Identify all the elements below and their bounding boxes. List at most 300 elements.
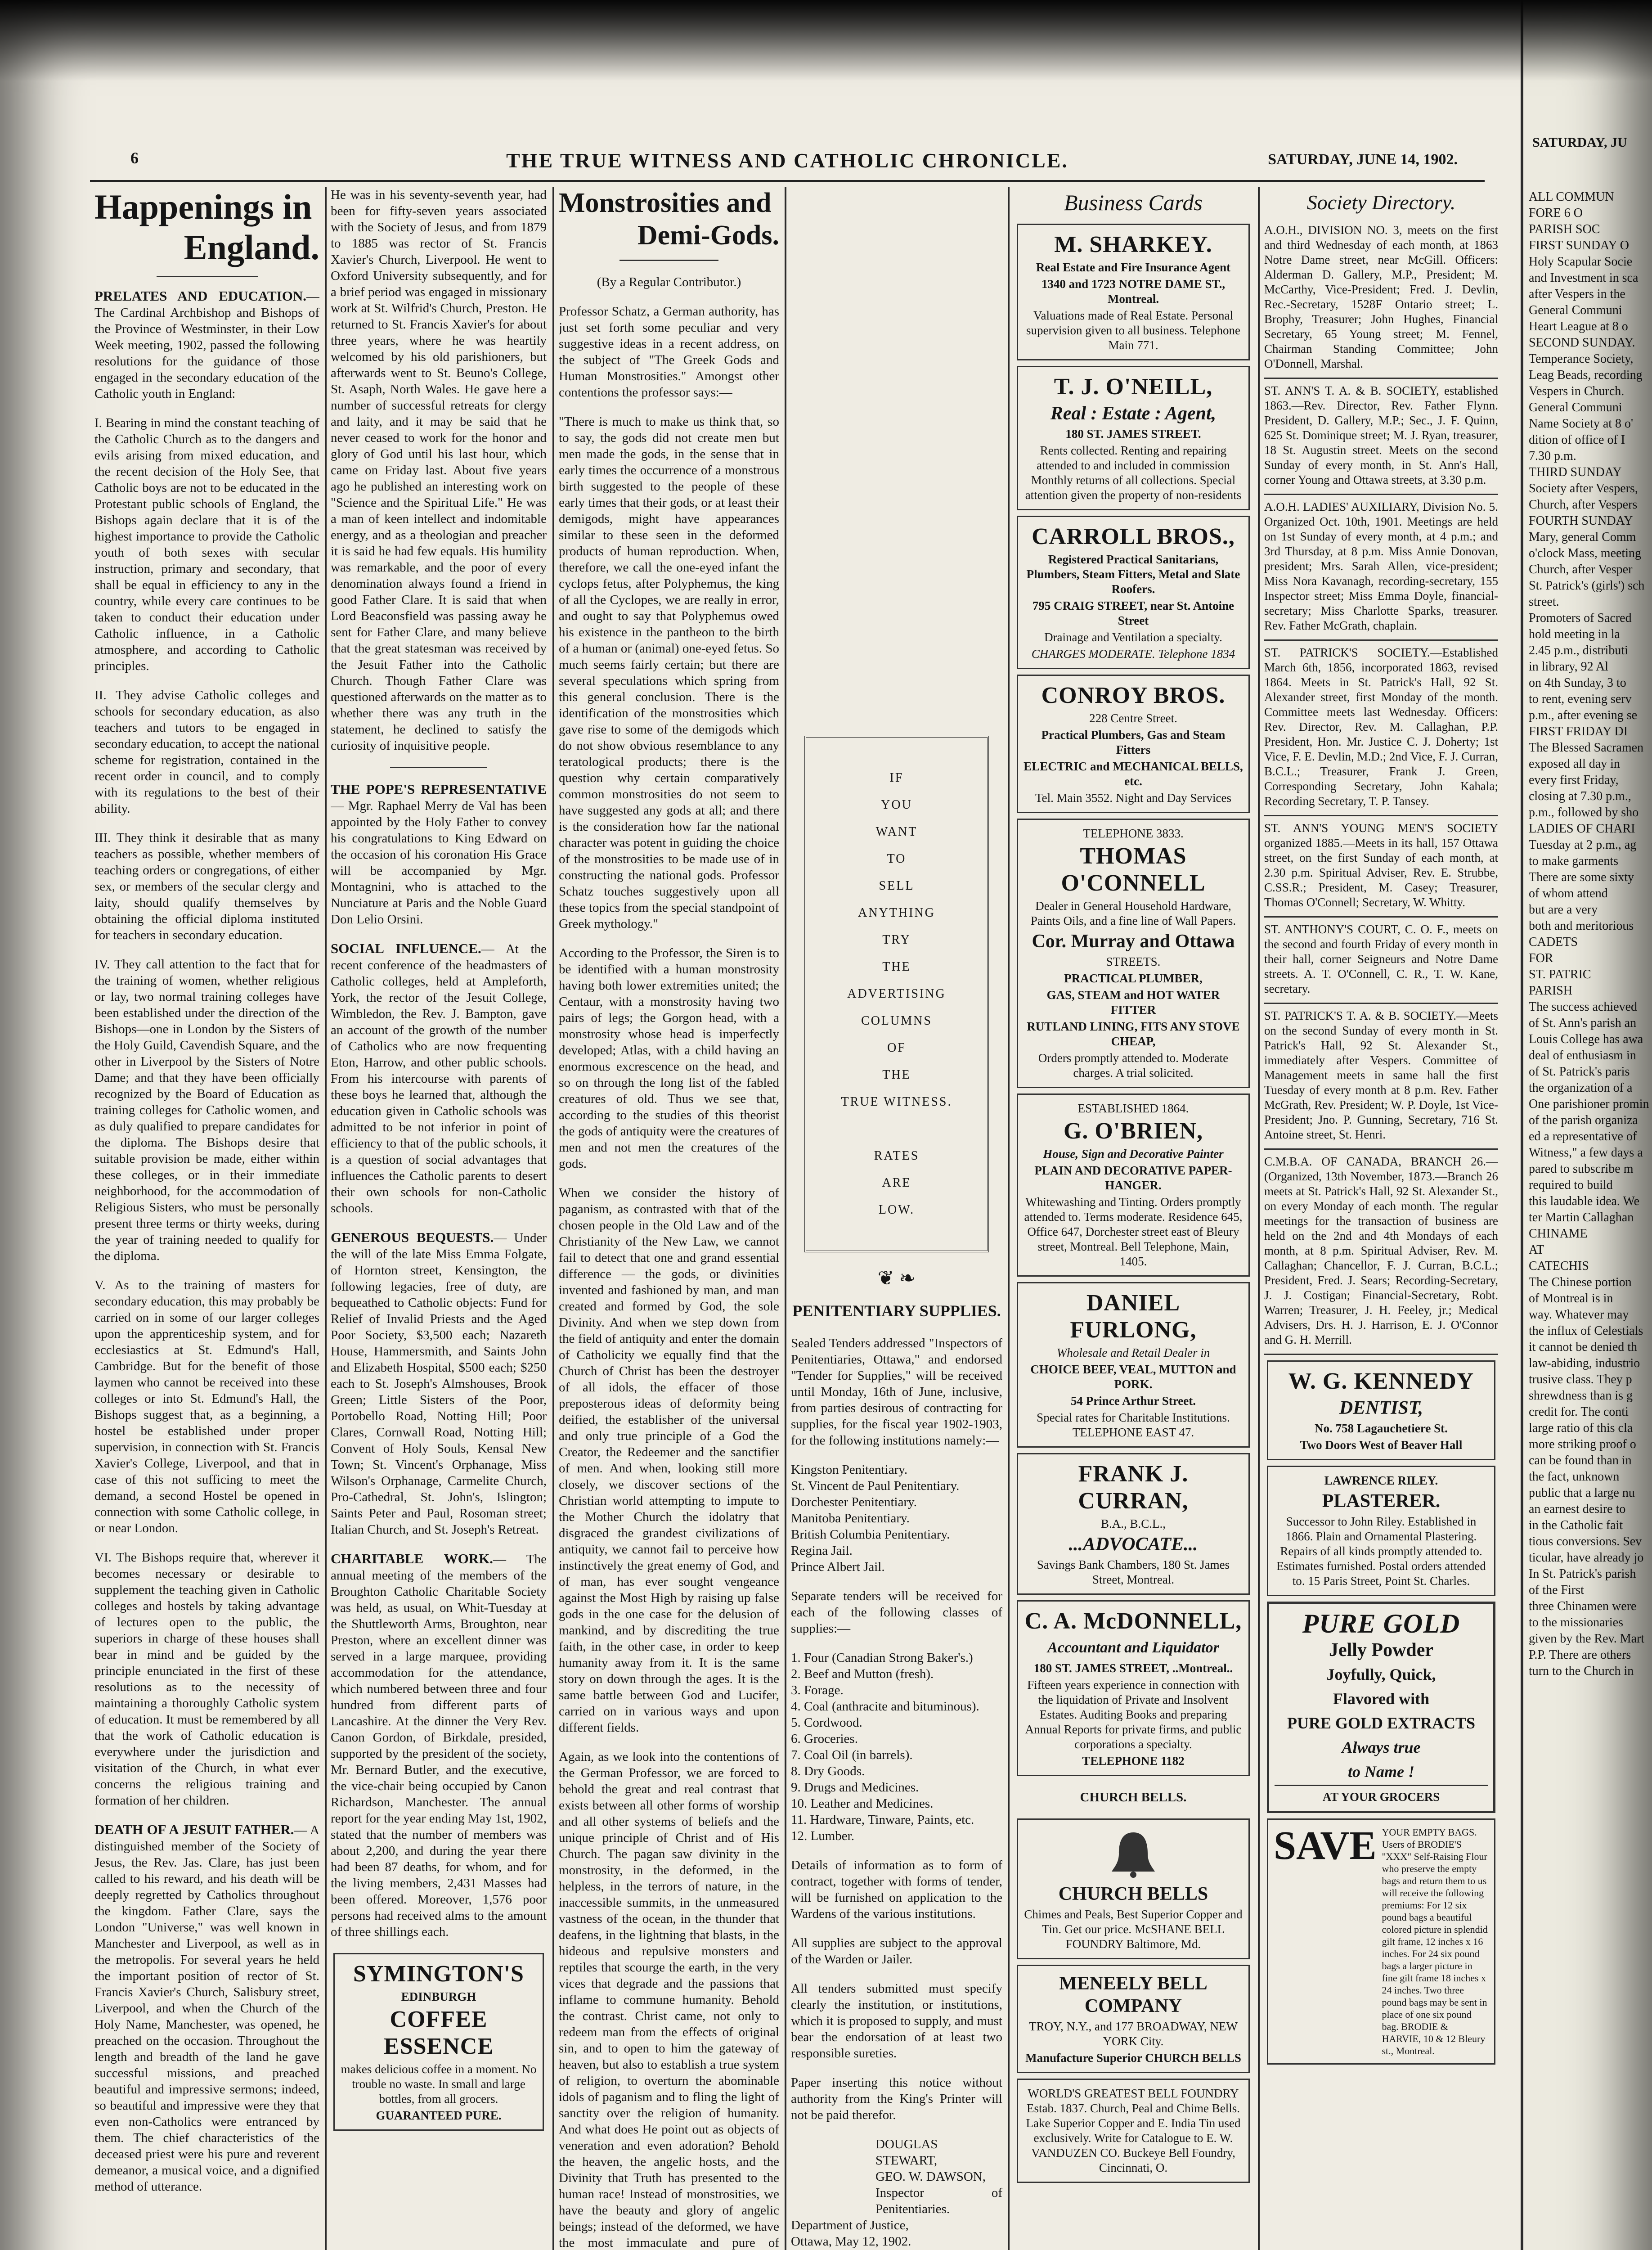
promo-line: YOU bbox=[881, 798, 912, 812]
adjacent-page-line: THIRD SUNDAY bbox=[1529, 465, 1622, 479]
card-oconnell-extra: RUTLAND LINING, FITS ANY STOVE CHEAP, bbox=[1027, 1020, 1240, 1048]
adjacent-page-line: this laudable idea. We bbox=[1529, 1194, 1640, 1208]
card-mcdonnell-line: Accountant and Liquidator bbox=[1047, 1639, 1219, 1656]
signature-title: Inspector of Penitentiaries. bbox=[875, 2186, 1002, 2216]
card-sharkey-line: Real Estate and Fire Insurance Agent bbox=[1036, 261, 1231, 274]
adjacent-page-line: Temperance Society, bbox=[1529, 352, 1634, 366]
promo-line: TRUE WITNESS. bbox=[841, 1095, 952, 1109]
adjacent-page-line: FIRST SUNDAY O bbox=[1529, 238, 1630, 252]
resolution-3: III. They think it desirable that as many teachers as possible, whether members of teaching orders or congregations, of either sex, or members of the secular clergy and laity, should qualify themselves by obtaining the official diploma instituted for teachers in secondary education. bbox=[94, 831, 319, 942]
card-furlong-goods: CHOICE BEEF, VEAL, MUTTON and PORK. bbox=[1030, 1363, 1236, 1391]
card-mcdonnell-text: Fifteen years experience in connection with the liquidation of Private and Insolvent Estates. Auditing Books and preparing Annual Reports for private firms, and public corporations a specialty. bbox=[1025, 1678, 1242, 1751]
adjacent-page-line: but are a very bbox=[1529, 903, 1598, 917]
card-kennedy-addr: No. 758 Lagauchetiere St. bbox=[1315, 1422, 1448, 1435]
card-furlong-line: Wholesale and Retail Dealer in bbox=[1056, 1346, 1210, 1359]
section-church-bells: CHURCH BELLS. bbox=[1080, 1790, 1187, 1804]
column-rule bbox=[785, 187, 786, 2250]
para-schatz-intro: Professor Schatz, a German authority, has just set forth some peculiar and very suggestive ideas in a recent address, on the subject of "The Greek Gods and Human Monstrosities." Amongst other contentions the professor says:— bbox=[559, 304, 779, 400]
supply-item: 1. Four (Canadian Strong Baker's.) bbox=[791, 1651, 973, 1665]
promo-line: ANYTHING bbox=[858, 906, 935, 920]
adjacent-page-line: 7.30 p.m. bbox=[1529, 449, 1576, 463]
ad-symingtons-text: makes delicious coffee in a moment. No trouble no waste. In small and large bottles, from all grocers. bbox=[341, 2062, 537, 2106]
card-meneely-name: MENEELY BELL COMPANY bbox=[1059, 1973, 1208, 2016]
adjacent-page-line: to the missionaries bbox=[1529, 1616, 1623, 1629]
column-monstrosities bbox=[559, 187, 779, 2250]
card-riley-name: LAWRENCE RILEY. bbox=[1324, 1474, 1438, 1487]
society-entry: ST. ANN'S YOUNG MEN'S SOCIETY organized 1885.—Meets in its hall, 157 Ottawa street, on the first Sunday of each month, at 2.30 p.m. Spiritual Adviser, Rev. E. Strubbe, C.SS.R.; President, M. Casey; Treasurer, Thomas O'Connell; Secretary, W. Whitty. bbox=[1264, 816, 1498, 918]
penitentiary-item: Prince Albert Jail. bbox=[791, 1560, 885, 1574]
society-entry: A.O.H. LADIES' AUXILIARY, Division No. 5. Organized Oct. 10th, 1901. Meetings are held on 1st Sunday of every month, at 4 p.m.; and 3rd Thursday, at 8 p.m. Miss Annie Donovan, president; Mrs. Sarah Allen, vice-president; Miss Nora Kavanagh, recording-secretary, 155 Inspector street; Miss Emma Doyle, financial-secretary; Miss Charlotte Sparks, treasurer. Rev. Father McGrath, chaplain. bbox=[1264, 495, 1498, 641]
supply-item: 2. Beef and Mutton (fresh). bbox=[791, 1667, 934, 1681]
adjacent-page-line: The Blessed Sacramen bbox=[1529, 741, 1644, 755]
adjacent-page-line: turn to the Church in bbox=[1529, 1664, 1634, 1678]
adjacent-page-line: Witness," a few days a bbox=[1529, 1146, 1643, 1160]
issue-date: SATURDAY, JUNE 14, 1902. bbox=[1268, 151, 1458, 168]
adjacent-page-line: There are some sixty bbox=[1529, 870, 1634, 884]
para-penitentiary-2: Separate tenders will be received for each of the following classes of supplies:— bbox=[791, 1589, 1002, 1636]
card-conroy bbox=[1017, 675, 1250, 813]
supply-item: 3. Forage. bbox=[791, 1683, 844, 1697]
adjacent-page-line: CHINAME bbox=[1529, 1227, 1588, 1241]
column-rule bbox=[1258, 187, 1260, 2250]
card-sharkey-addr: 1340 and 1723 NOTRE DAME ST., Montreal. bbox=[1041, 277, 1226, 306]
column-rule bbox=[325, 187, 327, 2250]
card-oneill-line: Real : Estate : Agent, bbox=[1050, 403, 1217, 424]
ad-symingtons-title: SYMINGTON'S bbox=[353, 1961, 524, 1987]
society-entry: ST. PATRICK'S SOCIETY.—Established March 6th, 1856, incorporated 1863, revised 1864. Meets in St. Patrick's Hall, 92 St. Alexander street, first Monday of the month. Committee meets last Wednesday. Officers: Rev. Director, Rev. M. Callaghan, P.P. President, Hon. Mr. Justice C. J. Doherty; 1st Vice, F. E. Devlin, M.D.; 2nd Vice, F. J. Curran, B.C.L.; Treasurer, Frank J. Green, Corresponding Secretary, John Kahala; Recording Secretary, T. P. Tansey. bbox=[1264, 641, 1498, 816]
card-obrien-line: House, Sign and Decorative Painter bbox=[1043, 1147, 1224, 1161]
card-curran-name: FRANK J. CURRAN, bbox=[1078, 1461, 1189, 1514]
adjacent-page-line: and Investment in sca bbox=[1529, 271, 1639, 285]
promo-line: TRY bbox=[882, 933, 911, 947]
promo-rates bbox=[815, 1143, 978, 1224]
signature-block bbox=[791, 2136, 1002, 2217]
ad-save-text: YOUR EMPTY BAGS. Users of BRODIE'S "XXX" Self-Raising Flour who preserve the empty bags and return them to us will receive the following premiums: For 12 six pound bags a beautiful colored picture in splendid gilt frame, 12 inches x 16 inches. For 24 six pound bags a larger picture in fine gilt frame 18 inches x 24 inches. Two three pound bags may be sent in place of one six pound bag. BRODIE & HARVIE, 10 & 12 Bleury st., Montreal. bbox=[1382, 1827, 1488, 2056]
para-clare-cont: He was in his seventy-seventh year, had been for fifty-seven years associated with the Society of Jesus, and from 1879 to 1885 was rector of St. Francis Xavier's Church, Liverpool. He went to Oxford University subsequently, and for a brief period was engaged in missionary work at St. Wilfrid's Church, Preston. He returned to St. Francis Xavier's for about three years, where he was heartily welcomed by his old parishioners, but afterwards went to St. Beuno's College, St. Asaph, North Wales. He gave here a number of successful retreats for clergy and laity, and it may be said that he never ceased to work for the honor and glory of God until his last hour, which came on Friday last. About five years ago he published an interesting work on "Science and the Spiritual Life." He was a man of keen intellect and indomitable energy, and as a theologian and preacher it is said he had few equals. His humility was remarkable, and the poor of every denomination always found a friend in good Father Clare. It is said that when Lord Beaconsfield was passing away he sent for Father Clare, and many believe that the great statesman was received by the Jesuit Father into the Catholic Church. Though Father Clare was questioned afterwards on the matter as to whether there was any truth in the statement, he declined to satisfy the curiosity of inquisitive people. bbox=[331, 188, 547, 753]
promo-line: COLUMNS bbox=[861, 1014, 932, 1028]
article-continuation-space bbox=[791, 187, 1002, 718]
card-bells-title: CHURCH BELLS bbox=[1058, 1884, 1208, 1904]
adjacent-page-line: PARISH SOC bbox=[1529, 222, 1600, 236]
adjacent-page-line: the influx of Celestials bbox=[1529, 1324, 1643, 1338]
adjacent-page-line: way. Whatever may bbox=[1529, 1308, 1629, 1322]
card-oconnell-tel: TELEPHONE 3833. bbox=[1083, 827, 1184, 840]
adjacent-page-line: law-abiding, industrio bbox=[1529, 1356, 1640, 1370]
adjacent-page-line: FOR bbox=[1529, 951, 1553, 965]
card-carroll-text: Drainage and Ventilation a specialty. bbox=[1044, 630, 1222, 644]
ad-symingtons-place: EDINBURGH bbox=[401, 1990, 476, 2003]
ad-gold-title: PURE GOLD bbox=[1302, 1609, 1460, 1638]
column-happenings bbox=[94, 187, 319, 2250]
headline-penitentiary: PENITENTIARY SUPPLIES. bbox=[792, 1302, 1001, 1320]
supply-item: 10. Leather and Medicines. bbox=[791, 1796, 934, 1811]
adjacent-page-line: ST. PATRIC bbox=[1529, 968, 1591, 981]
ad-gold-line3: PURE GOLD EXTRACTS bbox=[1287, 1714, 1476, 1732]
card-oconnell-streets: STREETS. bbox=[1106, 955, 1161, 968]
adjacent-page-line: every first Friday, bbox=[1529, 773, 1619, 787]
adjacent-page-line: Tuesday at 2 p.m., ag bbox=[1529, 838, 1637, 852]
adjacent-page-line: more striking proof o bbox=[1529, 1437, 1636, 1451]
ad-brodie-save bbox=[1267, 1818, 1495, 2065]
ad-gold-footer: AT YOUR GROCERS bbox=[1275, 1785, 1488, 1804]
adjacent-page-line: p.m., after evening se bbox=[1529, 708, 1638, 722]
card-vanduzen bbox=[1017, 2079, 1250, 2183]
adjacent-page-line: given by the Rev. Mart bbox=[1529, 1632, 1645, 1646]
penitentiary-item: Dorchester Penitentiary. bbox=[791, 1495, 917, 1509]
card-sharkey-name: M. SHARKEY. bbox=[1054, 232, 1212, 257]
adjacent-page-line: tious conversions. Sev bbox=[1529, 1534, 1642, 1548]
bell-icon bbox=[1106, 1829, 1160, 1878]
subhead-jesuit: DEATH OF A JESUIT FATHER. bbox=[94, 1822, 294, 1837]
adjacent-page-line: in library, 92 Al bbox=[1529, 660, 1609, 674]
adjacent-page-line: closing at 7.30 p.m., bbox=[1529, 789, 1631, 803]
adjacent-page-line: FIRST FRIDAY DI bbox=[1529, 724, 1628, 738]
card-oneill-addr: 180 ST. JAMES STREET. bbox=[1065, 427, 1201, 441]
adjacent-page-line: Mary, general Comm bbox=[1529, 530, 1636, 544]
card-kennedy-line: DENTIST, bbox=[1339, 1398, 1423, 1418]
adjacent-page-line: an earnest desire to bbox=[1529, 1502, 1626, 1516]
headline-divider bbox=[157, 276, 258, 277]
supply-item: 6. Groceries. bbox=[791, 1732, 858, 1746]
supply-item: 12. Lumber. bbox=[791, 1829, 854, 1843]
ad-gold-line5: to Name ! bbox=[1348, 1763, 1414, 1781]
card-oconnell bbox=[1017, 819, 1250, 1088]
resolution-5: V. As to the training of masters for secondary education, this may probably be carried on in some of our larger colleges upon the apprenticeship system, and for ecclesiastics at St. Edmund's Hall, Cambridge. But for the benefit of those laymen who cannot be received into these colleges or into St. Edmund's Hall, the Bishops suggest that, as a beginning, a hostel be established under proper supervision, in connection with St. Francis Xavier's College, Liverpool, and that in case of this not sufficing to meet the demand, a second Hostel be opened in connection with some Catholic college, in or near London. bbox=[94, 1278, 319, 1535]
adjacent-page-line: Leag Beads, recording bbox=[1529, 368, 1643, 382]
card-mcdonnell-name: C. A. McDONNELL, bbox=[1024, 1608, 1242, 1634]
adjacent-page-line: it cannot be denied th bbox=[1529, 1340, 1638, 1354]
adjacent-page-line: One parishioner promin bbox=[1529, 1097, 1649, 1111]
adjacent-page-line: SECOND SUNDAY. bbox=[1529, 336, 1635, 350]
penitentiary-list bbox=[791, 1462, 1002, 1575]
promo-line: SELL bbox=[879, 879, 915, 893]
card-carroll bbox=[1017, 516, 1250, 669]
adjacent-page-line: p.m., followed by sho bbox=[1529, 806, 1639, 819]
card-conroy-addr: 228 Centre Street. bbox=[1089, 711, 1177, 725]
adjacent-page-line: of St. Ann's parish an bbox=[1529, 1016, 1637, 1030]
para-penitentiary-4: All supplies are subject to the approval of the Warden or Jailer. bbox=[791, 1936, 1002, 1966]
card-obrien-sub: PLAIN AND DECORATIVE PAPER-HANGER. bbox=[1034, 1164, 1232, 1192]
para-penitentiary-3: Details of information as to form of contract, together with forms of tender, will be furnished on application to the Wardens of the various institutions. bbox=[791, 1858, 1002, 1921]
adjacent-page-line: ed a representative of bbox=[1529, 1130, 1637, 1143]
department: Department of Justice, bbox=[791, 2218, 909, 2232]
adjacent-page-line: ter Martin Callaghan bbox=[1529, 1210, 1634, 1224]
ad-pure-gold bbox=[1267, 1602, 1495, 1813]
card-conroy-name: CONROY BROS. bbox=[1041, 683, 1226, 708]
headline-happenings-line1: Happenings in bbox=[94, 187, 312, 226]
adjacent-page-line: on 4th Sunday, 3 to bbox=[1529, 676, 1626, 690]
penitentiary-item: Kingston Penitentiary. bbox=[791, 1462, 908, 1477]
para-penitentiary-5: All tenders submitted must specify clearly the institution, or institutions, which it is proposed to supply, and must bear the endorsation of at least two responsible sureties. bbox=[791, 1981, 1002, 2061]
society-entry: ST. ANN'S T. A. & B. SOCIETY, established 1863.—Rev. Director, Rev. Father Flynn. President, D. Gallery, M.P.; Sec., J. F. Quinn, 625 St. Dominique street; M. J. Ryan, treasurer, 18 St. Augustin street. Meets on the second Sunday of every month, in St. Ann's Hall, corner Young and Ottawa streets, at 3.30 p.m. bbox=[1264, 379, 1498, 495]
adjacent-page-line: hold meeting in la bbox=[1529, 627, 1620, 641]
card-oconnell-plumber: PRACTICAL PLUMBER, bbox=[1064, 972, 1203, 985]
card-oconnell-text: Dealer in General Household Hardware, Paints Oils, and a fine line of Wall Papers. bbox=[1030, 899, 1236, 927]
adjacent-page-line: the fact, unknown bbox=[1529, 1470, 1620, 1484]
card-obrien-text: Whitewashing and Tinting. Orders promptly attended to. Terms moderate. Residence 645, Office 647, Dorchester street east of Bleury street, Montreal. Bell Telephone, Main, 1405. bbox=[1024, 1195, 1243, 1268]
subhead-popes-rep: THE POPE'S REPRESENTATIVE bbox=[331, 781, 547, 797]
adjacent-page-line: deal of enthusiasm in bbox=[1529, 1048, 1636, 1062]
adjacent-page-line: In St. Patrick's parish bbox=[1529, 1567, 1636, 1581]
para-contrast: Again, as we look into the contentions of the German Professor, we are forced to behold the great and real contrast that exists between all other forms of worship and all other systems of beliefs and the unique principle of Christ and of His Church. The pagan saw divinity in the monstrosity, in the deformed, in the helpless, in the terrors of nature, in the inaccessible summits, in the unmeasured vastness of the ocean, in the thunder that deafens, in the lightning that blasts, in the hideous and repulsive monsters and reptiles that scourge the earth, in the very vices that degrade and the passions that inflame to commune humanity. Behold the contrast. Christ came, not only to redeem man from the effects of original sin, and to open to him the gateway of heaven, but also to establish a true system of religion, to overturn the abominable idols of paganism and to fling the light of sanctity over the religion of humanity. And what does He point out as objects of veneration and even adoration? Behold the heaven, the angelic hosts, and the Divinity that Truth has presented to the human race! Instead of monstrosities, we have the beauty and glory of angelic beings; instead of the deformed, we have the most immaculate and pure of bbox=[559, 1750, 779, 2250]
adjacent-page-line: Church, after Vesper bbox=[1529, 562, 1633, 576]
card-sharkey-text: Valuations made of Real Estate. Personal supervision given to all business. Telephone Main 771. bbox=[1026, 309, 1241, 352]
card-riley bbox=[1267, 1466, 1495, 1596]
supply-item: 11. Hardware, Tinware, Paints, etc. bbox=[791, 1813, 974, 1827]
adjacent-page-line: CATECHIS bbox=[1529, 1259, 1589, 1273]
adjacent-page-line: Holy Scapular Socie bbox=[1529, 255, 1633, 269]
supply-item: 8. Dry Goods. bbox=[791, 1764, 865, 1778]
adjacent-page-line: Vespers in Church. bbox=[1529, 384, 1625, 398]
penitentiary-item: St. Vincent de Paul Penitentiary. bbox=[791, 1479, 960, 1493]
promo-line: IF bbox=[889, 771, 904, 785]
adjacent-page-line: in the Catholic fait bbox=[1529, 1518, 1623, 1532]
ad-gold-line2: Flavored with bbox=[1333, 1690, 1430, 1708]
para-bequests: — Under the will of the late Miss Emma Folgate, of Hornton street, Kensington, the following legacies, free of duty, are bequeathed to Catholic objects: Fund for Relief of Invalid Priests and the Aged Poor Society, $3,500 each; Nazareth House, Hammersmith, and Saints John and Elizabeth Hospital, $500 each; $250 each to St. Joseph's Almshouses, Brook Green; Little Sisters of the Poor, Portobello Road, Notting Hill; Poor Clares, Cornwall Road, Notting Hill; Convent of Holy Souls, Kensal New Town; St. Vincent's Orphanage, Miss Wilson's Orphanage, Carmelite Church, Pro-Cathedral, St. John's, Islington; Saints Peter and Paul, Rosoman street; Italian Church, and St. Joseph's Retreat. bbox=[331, 1231, 547, 1537]
signature-stewart: DOUGLAS STEWART, bbox=[875, 2137, 938, 2168]
adjacent-page-line: to rent, evening serv bbox=[1529, 692, 1632, 706]
para-charitable: — The annual meeting of the members of the Broughton Catholic Charitable Society was held, as usual, on Whit-Tuesday at the Shuttleworth Arms, Broughton, near Preston, where an excellent dinner was served in a large marquee, providing accommodation for the attendance, which numbered between three and four hundred from different parts of Lancashire. At the dinner the Very Rev. Canon Gordon, of Birkdale, presided, supported by the president of the society, Mr. Bernard Butler, and the executive, the vice-chair being occupied by Canon Richardson, Manchester. The annual report for the year ending May 1st, 1902, stated that the number of members was about 2,200, and during the year there had been 87 deaths, for whom, and for the living members, 2,431 Masses had been offered. Moreover, 1,576 poor persons had received alms to the amount of three shillings each. bbox=[331, 1552, 547, 1939]
adjacent-page-line: PARISH bbox=[1529, 984, 1573, 998]
card-furlong-name: DANIEL FURLONG, bbox=[1070, 1290, 1197, 1343]
adjacent-page-line: General Communi bbox=[1529, 400, 1622, 414]
card-curran-degree: B.A., B.C.L., bbox=[1100, 1517, 1166, 1530]
scan-shadow-top bbox=[0, 0, 1652, 81]
adjacent-page-line: the organization of a bbox=[1529, 1081, 1633, 1095]
adjacent-page-line: FORE 6 O bbox=[1529, 206, 1583, 220]
adjacent-page-line: CADETS bbox=[1529, 935, 1578, 949]
card-mcdonnell bbox=[1017, 1600, 1250, 1776]
card-furlong-text: Special rates for Charitable Institutions. TELEPHONE EAST 47. bbox=[1037, 1411, 1230, 1439]
society-entry: C.M.B.A. OF CANADA, BRANCH 26.—(Organized, 13th November, 1873.—Branch 26 meets at St. Patrick's Hall, 92 St. Alexander St., on every Monday of each month. The regular meetings for the transaction of business are held on the 2nd and 4th Mondays of each month, at 8 p.m. Spiritual Adviser, Rev. M. Callaghan; Chancellor, F. J. Curran, B.C.L.; President, Fred. J. Sears; Recording-Secretary, J. J. Costigan; Financial-Secretary, Robt. Warren; Treasurer, J. H. Feeley, jr.; Medical Advisers, Drs. H. J. Harrison, E. J. O'Connor and G. H. Merrill. bbox=[1264, 1150, 1498, 1355]
card-obrien-est: ESTABLISHED 1864. bbox=[1077, 1102, 1189, 1115]
adjacent-page-line: General Communi bbox=[1529, 303, 1622, 317]
card-curran bbox=[1017, 1453, 1250, 1595]
adjacent-page-line: Promoters of Sacred bbox=[1529, 611, 1632, 625]
headline-divider bbox=[620, 260, 719, 261]
adjacent-page-line: Name Society at 8 o' bbox=[1529, 417, 1634, 431]
adjacent-page-line: o'clock Mass, meeting bbox=[1529, 546, 1641, 560]
card-curran-addr: Savings Bank Chambers, 180 St. James Street, Montreal. bbox=[1037, 1558, 1230, 1586]
signature-dawson: GEO. W. DAWSON, bbox=[875, 2169, 986, 2184]
penitentiary-item: British Columbia Penitentiary. bbox=[791, 1527, 950, 1542]
adjacent-page-line: of Montreal is in bbox=[1529, 1292, 1613, 1305]
card-kennedy-sub: Two Doors West of Beaver Hall bbox=[1300, 1438, 1463, 1452]
subhead-charitable: CHARITABLE WORK. bbox=[331, 1551, 493, 1566]
supplies-list bbox=[791, 1650, 1002, 1844]
resolution-6: VI. The Bishops require that, wherever it becomes necessary or desirable to supplement the teaching given in Catholic colleges and hostels by taking advantage of lectures open to the public, the superiors in charge of these houses shall bear in mind and be guided by the principle enunciated in the first of these resolutions as to the necessity of maintaining a thoroughly Catholic system of education. It must be remembered by all that the work of Catholic education is everywhere under the jurisdiction and visitation of the Church, in what ever concerns the religious training and formation of her children. bbox=[94, 1550, 319, 1808]
card-oconnell-name: THOMAS O'CONNELL bbox=[1061, 843, 1206, 896]
ad-gold-product: Jelly Powder bbox=[1329, 1640, 1434, 1660]
card-meneely-line: Manufacture Superior CHURCH BELLS bbox=[1025, 2051, 1241, 2065]
card-carroll-line: Registered Practical Sanitarians, Plumbers, Steam Fitters, Metal and Slate Roofers. bbox=[1026, 553, 1240, 596]
card-oneill-name: T. J. O'NEILL, bbox=[1054, 374, 1213, 400]
card-carroll-tel: CHARGES MODERATE. Telephone 1834 bbox=[1031, 647, 1235, 661]
card-sharkey bbox=[1017, 224, 1250, 360]
adjacent-page-line: LADIES OF CHARI bbox=[1529, 822, 1635, 836]
para-schatz-quote: "There is much to make us think that, so to say, the gods did not create men but men made the gods, in the sense that in early times the occurrence of a monstrous birth suggested to the people of these early times that their gods, or at least their demigods, might have appearances similar to these seen in the deformed products of human reproduction. When, therefore, we call the one-eyed infant the cyclops fetus, after Polyphemus, the king of all the Cyclopes, we are really in error, and ought to say that Polyphemus owed his existence in the pantheon to the birth of a human or (animal) one-eyed fetus. So much seems fairly certain; but there are several speculations which spring from this general conclusion. There is the identification of the monstrosities which gave rise to some of the demigods which do not show obvious resemblance to any teratological products; there is the question why certain comparatively common monstrosities do not seem to have suggested any gods at all; and there is the consideration how far the national character was potent in guiding the choice of the monstrosities to be made use of in constructing the national gods. Professor Schatz touches suggestively upon all these topics from the special standpoint of Greek mythology." bbox=[559, 414, 779, 931]
para-prelates: — The Cardinal Archbishop and Bishops of the Province of Westminster, in their Low Week meeting, 1902, passed the following resolutions for the guidance of those engaged in the secondary education of the Catholic youth in England: bbox=[94, 289, 319, 401]
adjacent-page-line: public that a large nu bbox=[1529, 1486, 1635, 1500]
adjacent-page-line: of the parish organiza bbox=[1529, 1113, 1638, 1127]
society-entry: ST. ANTHONY'S COURT, C. O. F., meets on the second and fourth Friday of every month in their hall, corner Seigneurs and Notre Dame streets. A. T. O'Connell, C. R., T. W. Kane, secretary. bbox=[1264, 918, 1498, 1004]
adjacent-page-line: pared to subscribe m bbox=[1529, 1162, 1634, 1176]
adjacent-page-line: trusive class. They p bbox=[1529, 1372, 1632, 1386]
card-conroy-line: Practical Plumbers, Gas and Steam Fitters bbox=[1041, 728, 1226, 756]
column-happenings-cont bbox=[331, 187, 547, 2250]
para-jesuit: — A distinguished member of the Society of Jesus, the Rev. Jas. Clare, has just been called to his reward, and his death will be deeply regretted by Catholics throughout the kingdom. Father Clare, says the London "Universe," was well known in Manchester and Liverpool, as well as in the metropolis. For several years he held the important position of rector of St. Francis Xavier's Church, Salisbury street, Liverpool, and when the Church of the Holy Name, Manchester, was opened, he preached on the occasion. Throughout the length and breadth of the land he gave successful missions, and preached beautiful and impressive sermons; indeed, so beautiful and impressive were they that even non-Catholics were entranced by them. The chief characteristics of the deceased priest were his pure and reverent demeanor, a musical voice, and a dignified method of utterance. bbox=[94, 1823, 319, 2194]
section-business-cards: Business Cards bbox=[1064, 190, 1203, 215]
adjacent-page-line: The success achieved bbox=[1529, 1000, 1637, 1014]
adjacent-page-line: exposed all day in bbox=[1529, 757, 1620, 771]
adjacent-page-line: dition of office of I bbox=[1529, 433, 1625, 447]
promo-line: THE bbox=[882, 960, 911, 974]
society-entry: A.O.H., DIVISION NO. 3, meets on the first and third Wednesday of each month, at 1863 Notre Dame street, near McGill. Officers: Alderman D. Gallery, M.P., President; M. McCarthy, Vice-President; Fred. J. Devlin, Rec.-Secretary, 1528F Ontario street; L. Brophy, Treasurer; John Hughes, Financial Secretary, 65 Young street; M. Fennel, Chairman Standing Committee; John O'Donnell, Marshal. bbox=[1264, 218, 1498, 379]
para-social: — At the recent conference of the headmasters of Catholic colleges, held at Ampleforth, York, the rector of the Jesuit College, Wimbledon, the Rev. J. Bampton, gave an account of the growth of the number of Catholics who are now frequenting Eton, Harrow, and other public schools. From his intercourse with parents of these boys he learned that, although the education given in Catholic schools was admitted to be not inferior in point of efficiency to that of the public schools, it is a question of social advantages that influences the Catholic parents to desert their own schools for non-Catholic schools. bbox=[331, 942, 547, 1215]
promo-line: TO bbox=[887, 852, 907, 866]
column-monstrosities-cont bbox=[791, 187, 1002, 2250]
masthead: THE TRUE WITNESS AND CATHOLIC CHRONICLE. bbox=[506, 149, 1068, 172]
adjacent-page-line: to make garments bbox=[1529, 854, 1619, 868]
adjacent-page-line: Heart League at 8 o bbox=[1529, 320, 1628, 333]
promo-line: THE bbox=[882, 1068, 911, 1082]
dept-date: Ottawa, May 12, 1902. bbox=[791, 2234, 911, 2249]
card-kennedy bbox=[1267, 1360, 1495, 1460]
adjacent-page-line: required to build bbox=[1529, 1178, 1613, 1192]
supply-item: 7. Coal Oil (in barrels). bbox=[791, 1748, 913, 1762]
para-paganism: When we consider the history of paganism, as contrasted with that of the chosen people in the Old Law and of the Christianity of the New Law, we cannot fail to detect that one and grand essential difference — the gods, or divinities invented and fashioned by man, and man created and formed by God, the sole Divinity. And when we step down from the field of antiquity and enter the domain of Catholicity we equally find that the Church of Christ has been the destroyer of all idols, the effacer of those preposterous ideas of deformity being deified, the establisher of the universal and only true principle of a God the Creator, the Redeemer and the sanctifier of men. And when, looking still more closely, we discover sections of the Christian world attempting to impute to the Mother Church the idolatry that disgraced the grandest civilizations of antiquity, we cannot fail to perceive how instinctively the great enemy of God, and of man, has ever sought vengeance against the Most High by raising up false gods in the one case for the delusion of mankind, and by discrediting the true faith, in the other case, in order to keep humanity away from it. It is the same story on down through the ages. It is the same battle between God and Lucifer, carried on in various ways and upon different fields. bbox=[559, 1186, 779, 1735]
card-meneely-addr: TROY, N.Y., and 177 BROADWAY, NEW YORK City. bbox=[1028, 2020, 1238, 2048]
subhead-bequests: GENEROUS BEQUESTS. bbox=[331, 1229, 494, 1245]
card-conroy-tel: Tel. Main 3552. Night and Day Services bbox=[1035, 791, 1232, 805]
adjacent-page-line: Church, after Vespers bbox=[1529, 498, 1638, 512]
card-oconnell-addr: Cor. Murray and Ottawa bbox=[1032, 931, 1235, 952]
card-curran-line: ...ADVOCATE... bbox=[1068, 1534, 1198, 1555]
card-oneill bbox=[1017, 366, 1250, 510]
adjacent-page-date: SATURDAY, JU bbox=[1532, 135, 1627, 150]
card-mcshane-bells bbox=[1017, 1818, 1250, 1959]
penitentiary-item: Manitoba Penitentiary. bbox=[791, 1511, 910, 1526]
promo-line: OF bbox=[887, 1041, 906, 1055]
column-rule bbox=[552, 187, 554, 2250]
card-oconnell-orders: Orders promptly attended to. Moderate charges. A trial solicited. bbox=[1038, 1051, 1229, 1080]
subhead-social: SOCIAL INFLUENCE. bbox=[331, 940, 481, 956]
adjacent-page-edge bbox=[1521, 0, 1652, 2250]
adjacent-page-line: Louis College has awa bbox=[1529, 1032, 1643, 1046]
adjacent-page-line: after Vespers in the bbox=[1529, 287, 1625, 301]
supply-item: 9. Drugs and Medicines. bbox=[791, 1780, 919, 1795]
section-divider bbox=[390, 767, 487, 768]
society-entries bbox=[1264, 218, 1498, 1355]
adjacent-page-text bbox=[1523, 189, 1652, 1679]
para-popes-rep: — Mgr. Raphael Merry de Val has been appointed by the Holy Father to convey his congratulations to King Edward on the occasion of his coronation His Grace will be accompanied by Mgr. Montagnini, who is attached to the Nunciature at Paris and the Noble Guard Don Lelio Orsini. bbox=[331, 799, 547, 927]
adjacent-page-line: ticular, have already jo bbox=[1529, 1551, 1644, 1565]
card-kennedy-name: W. G. KENNEDY bbox=[1288, 1368, 1474, 1394]
ad-symingtons-product: COFFEE ESSENCE bbox=[384, 2007, 494, 2059]
adjacent-page-line: P.P. There are others bbox=[1529, 1648, 1631, 1662]
penitentiary-item: Regina Jail. bbox=[791, 1544, 853, 1558]
adjacent-page-line: St. Patrick's (girls') sch bbox=[1529, 579, 1645, 593]
resolution-1: I. Bearing in mind the constant teaching of the Catholic Church as to the dangers and evils arising from mixed education, and the recent decision of the Holy See, that Catholic boys are not to be educated in the Protestant public schools of England, the Bishops again declare that it is of the highest importance to provide the Catholic youth of both sexes with secular instruction, primary and secondary, that shall be equal in efficiency to any in the country, while every care continues to be taken to conduct their education under Catholic influence, in a Catholic atmosphere, and according to Catholic principles. bbox=[94, 416, 319, 673]
adjacent-page-line: of the First bbox=[1529, 1583, 1584, 1597]
column-society-directory bbox=[1264, 187, 1498, 2250]
card-furlong-addr: 54 Prince Arthur Street. bbox=[1071, 1394, 1196, 1408]
promo-line: WANT bbox=[875, 825, 918, 839]
adjacent-page-line: of St. Patrick's paris bbox=[1529, 1065, 1630, 1079]
card-obrien-name: G. O'BRIEN, bbox=[1063, 1118, 1203, 1144]
card-mcdonnell-tel: TELEPHONE 1182 bbox=[1082, 1754, 1185, 1768]
adjacent-page-line: large ratio of this cla bbox=[1529, 1421, 1633, 1435]
ad-symingtons-guarantee: GUARANTEED PURE. bbox=[376, 2109, 502, 2122]
card-carroll-addr: 795 CRAIG STREET, near St. Antoine Street bbox=[1032, 599, 1235, 627]
card-riley-line: PLASTERER. bbox=[1322, 1491, 1441, 1512]
card-vanduzen-text: WORLD'S GREATEST BELL FOUNDRY Estab. 1837. Church, Peal and Chime Bells. Lake Superior Copper and E. India Tin used exclusively. Write for Catalogue to E. W. VANDUZEN CO. Buckeye Bell Foundry, Cincinnati, O. bbox=[1026, 2087, 1241, 2174]
ad-save-word: SAVE bbox=[1274, 1823, 1377, 1868]
headline-happenings-line2: England. bbox=[184, 228, 319, 267]
promo-lines bbox=[815, 765, 978, 1116]
adjacent-page-line: ALL COMMUN bbox=[1529, 190, 1614, 204]
adjacent-page-line: Society after Vespers, bbox=[1529, 482, 1638, 495]
adjacent-page-line: street. bbox=[1529, 595, 1559, 609]
ad-gold-line4: Always true bbox=[1342, 1738, 1421, 1756]
promo-line: ADVERTISING bbox=[847, 987, 946, 1001]
card-riley-text: Successor to John Riley. Established in 1866. Plain and Ornamental Plastering. Repairs of all kinds promptly attended to. Estimates furnished. Postal orders attended to. 15 Paris Street, Point St. Charles. bbox=[1276, 1515, 1486, 1588]
promo-rate-line: ARE bbox=[882, 1176, 911, 1190]
card-carroll-name: CARROLL BROS., bbox=[1032, 524, 1235, 549]
page-header bbox=[90, 148, 1485, 182]
adjacent-page-line: AT bbox=[1529, 1243, 1544, 1257]
card-conroy-sub: ELECTRIC and MECHANICAL BELLS, etc. bbox=[1024, 760, 1243, 788]
section-society-directory: Society Directory. bbox=[1306, 191, 1456, 214]
adjacent-page-line: shrewdness than is g bbox=[1529, 1389, 1633, 1403]
column-business-cards bbox=[1014, 187, 1252, 2250]
adjacent-page-line: three Chinamen were bbox=[1529, 1599, 1637, 1613]
page-number: 6 bbox=[130, 149, 139, 167]
resolution-4: IV. They call attention to the fact that for the training of women, whether religious or lay, two normal training colleges have been established under the direction of the Bishops—one in London by the Sisters of the Holy Guild, Cavendish Square, and the other in Liverpool by the Sisters of Notre Dame; and that they have been officially recognized by the Board of Education as training colleges for Catholic women, and as duly qualified to prepare candidates for the diploma. The Bishops desire that suitable provision be made, either within these colleges, or in their immediate neighborhood, for the accommodation of Religious Sisters, who must be personally present three terms or thirty weeks, during the year of training needed to qualify for the diploma. bbox=[94, 957, 319, 1263]
para-penitentiary-1: Sealed Tenders addressed "Inspectors of Penitentiaries, Ottawa," and endorsed "Tender for Supplies," will be received until Monday, 16th of June, inclusive, from parties desirous of contracting for supplies, for the fiscal year 1902-1903, for the following institutions namely:— bbox=[791, 1336, 1002, 1448]
card-obrien bbox=[1017, 1094, 1250, 1277]
adjacent-page-line: The Chinese portion bbox=[1529, 1275, 1632, 1289]
ornament-divider: ❦ ❧ bbox=[877, 1267, 916, 1289]
ad-symingtons bbox=[333, 1953, 544, 2131]
adjacent-page-line: 2.45 p.m., distributi bbox=[1529, 644, 1628, 657]
card-oconnell-gas: GAS, STEAM and HOT WATER FITTER bbox=[1046, 988, 1220, 1017]
byline: (By a Regular Contributor.) bbox=[597, 275, 741, 289]
card-furlong bbox=[1017, 1282, 1250, 1448]
promo-rate-line: RATES bbox=[874, 1149, 920, 1163]
card-bells-sub: Chimes and Peals, Best Superior Copper and Tin. Get our price. McSHANE BELL FOUNDRY Baltimore, Md. bbox=[1024, 1908, 1243, 1951]
advertising-promo-box bbox=[804, 736, 989, 1252]
adjacent-page-line: can be found than in bbox=[1529, 1454, 1632, 1467]
promo-rate-line: LOW. bbox=[878, 1203, 915, 1217]
card-mcdonnell-addr: 180 ST. JAMES STREET, ..Montreal.. bbox=[1033, 1661, 1233, 1675]
card-oneill-text: Rents collected. Renting and repairing attended to and included in commission Monthly returns of all collections. Special attention given the property of non-residents bbox=[1025, 444, 1242, 502]
headline-monstrosities-line1: Monstrosities and bbox=[559, 188, 772, 218]
card-meneely bbox=[1017, 1965, 1250, 2073]
resolution-2: II. They advise Catholic colleges and schools for secondary education, as also teachers and tutors to be engaged in secondary education, to accept the national scheme for registration, contained in the recent order in council, and to comply with its regulations to the best of their ability. bbox=[94, 688, 319, 816]
ad-gold-line1: Joyfully, Quick, bbox=[1326, 1665, 1436, 1683]
headline-monstrosities-line2: Demi-Gods. bbox=[637, 220, 779, 251]
society-entry: ST. PATRICK'S T. A. & B. SOCIETY.—Meets on the second Sunday of every month in St. Patrick's Hall, 92 St. Alexander St., immediately after Vespers. Committee of Management meets in same hall the first Tuesday of every month at 8 p.m. Rev. Father McGrath, Rev. President; W. P. Doyle, 1st Vice-President; Jno. P. Gunning, Secretary, 716 St. Antoine street, St. Henri. bbox=[1264, 1004, 1498, 1150]
adjacent-page-line: of whom attend bbox=[1529, 886, 1608, 900]
adjacent-page-line: both and meritorious bbox=[1529, 919, 1634, 933]
adjacent-page-line: credit for. The conti bbox=[1529, 1405, 1629, 1419]
supply-item: 5. Cordwood. bbox=[791, 1715, 862, 1730]
column-rule bbox=[1008, 187, 1010, 2250]
para-penitentiary-6: Paper inserting this notice without authority from the King's Printer will not be paid therefor. bbox=[791, 2075, 1002, 2122]
para-siren: According to the Professor, the Siren is to be identified with a human monstrosity having both lower extremities united; the Centaur, with a monstrosity having two pairs of legs; the Gorgon head, with a monstrosity whose head is imperfectly developed; Atlas, with a child having an enormous excrescence on the head, and so on through the long list of the fabled creatures of old. Thus we see that, according to the studies of this theorist the gods of antiquity were the creatures of men and not men the creatures of the gods. bbox=[559, 946, 779, 1171]
subhead-prelates: PRELATES AND EDUCATION. bbox=[94, 288, 306, 304]
